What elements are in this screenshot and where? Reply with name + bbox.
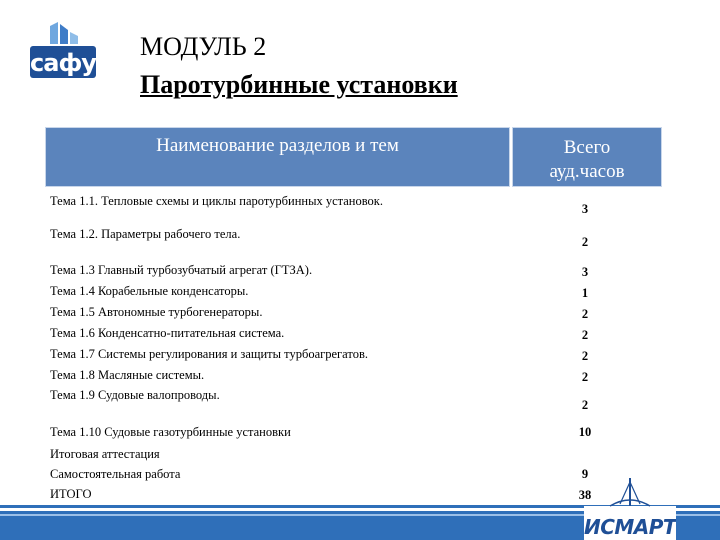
row-hours: 1 [581,286,589,300]
row-topic: Тема 1.10 Судовые газотурбинные установки [50,425,291,439]
module-title: МОДУЛЬ 2 [140,32,267,61]
safu-logo [28,22,98,86]
row-topic: Итоговая аттестация [50,447,160,461]
row-topic: Тема 1.1. Тепловые схемы и циклы паротурбинных установок. [50,194,384,208]
row-topic: Тема 1.5 Автономные турбогенераторы. [50,305,263,319]
ismart-logo [584,476,676,540]
header-name-label: Наименование разделов и тем [156,135,399,156]
row-topic: Самостоятельная работа [50,467,181,481]
row-hours: 3 [581,265,589,279]
row-topic: ИТОГО [50,487,92,501]
row-hours: 2 [581,370,589,384]
svg-text:сафу: сафу [30,49,96,77]
row-topic: Тема 1.3 Главный турбозубчатый агрегат (ГТЗА). [50,263,313,277]
row-hours: 2 [581,235,589,249]
svg-text:ИСМАРТ: ИСМАРТ [584,515,676,539]
row-topic: Тема 1.9 Судовые валопроводы. [50,388,220,402]
row-topic: Тема 1.7 Системы регулирования и защиты турбоагрегатов. [50,347,368,361]
row-hours: 3 [581,202,589,216]
header-hours-line1: Всего [563,137,611,158]
row-hours: 10 [578,425,592,439]
table-header-name [45,127,510,187]
row-hours: 2 [581,328,589,342]
table-header-hours [512,127,662,187]
row-hours: 38 [578,488,592,502]
row-hours: 2 [581,398,589,412]
row-hours: 2 [581,349,589,363]
row-topic: Тема 1.8 Масляные системы. [50,368,205,382]
row-topic: Тема 1.6 Конденсатно-питательная система. [50,326,285,340]
row-topic: Тема 1.4 Корабельные конденсаторы. [50,284,249,298]
row-hours: 2 [581,307,589,321]
row-topic: Тема 1.2. Параметры рабочего тела. [50,227,241,241]
header-hours-line2: ауд.часов [549,161,625,182]
row-hours: 9 [581,467,589,481]
module-subtitle: Паротурбинные установки [140,70,458,99]
